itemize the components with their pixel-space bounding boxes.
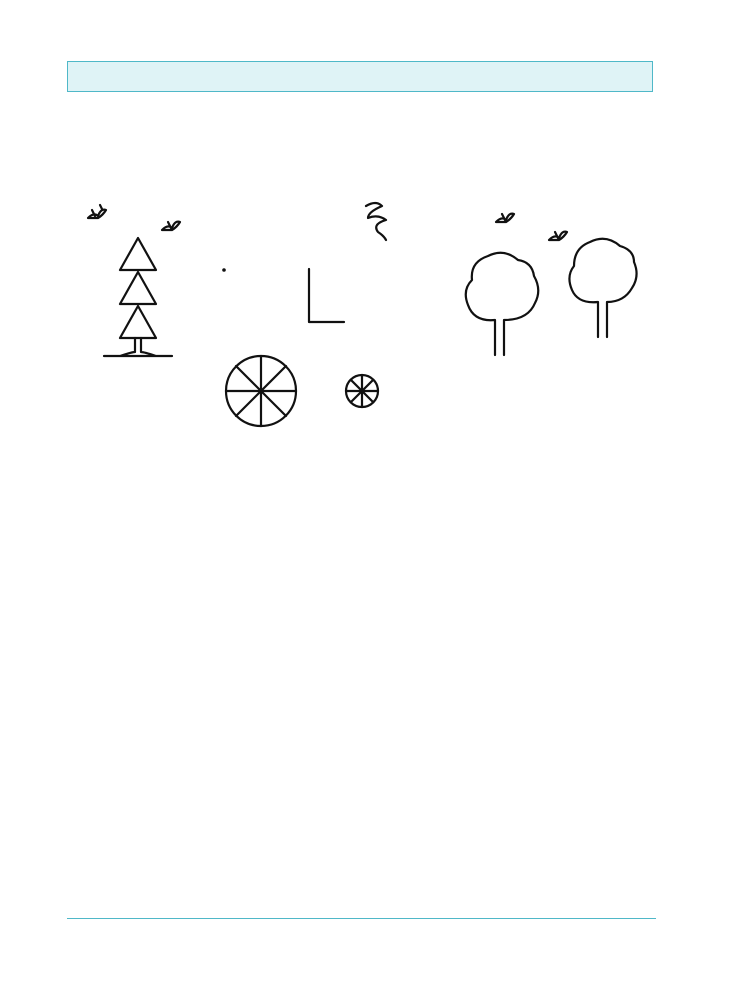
small-wheel-icon — [346, 375, 378, 407]
large-wheel-icon — [226, 356, 296, 426]
fir-tree-icon — [104, 238, 172, 356]
smoke-icon — [366, 203, 386, 240]
locomotive-start-line — [309, 269, 344, 322]
tree-icon — [569, 239, 636, 337]
bird-icon — [162, 222, 180, 230]
footer-rule — [67, 918, 656, 919]
bird-icon — [496, 214, 514, 222]
bird-icon — [88, 205, 106, 218]
start-point — [222, 268, 226, 272]
bird-icon — [549, 232, 567, 240]
tree-icon — [466, 253, 539, 355]
